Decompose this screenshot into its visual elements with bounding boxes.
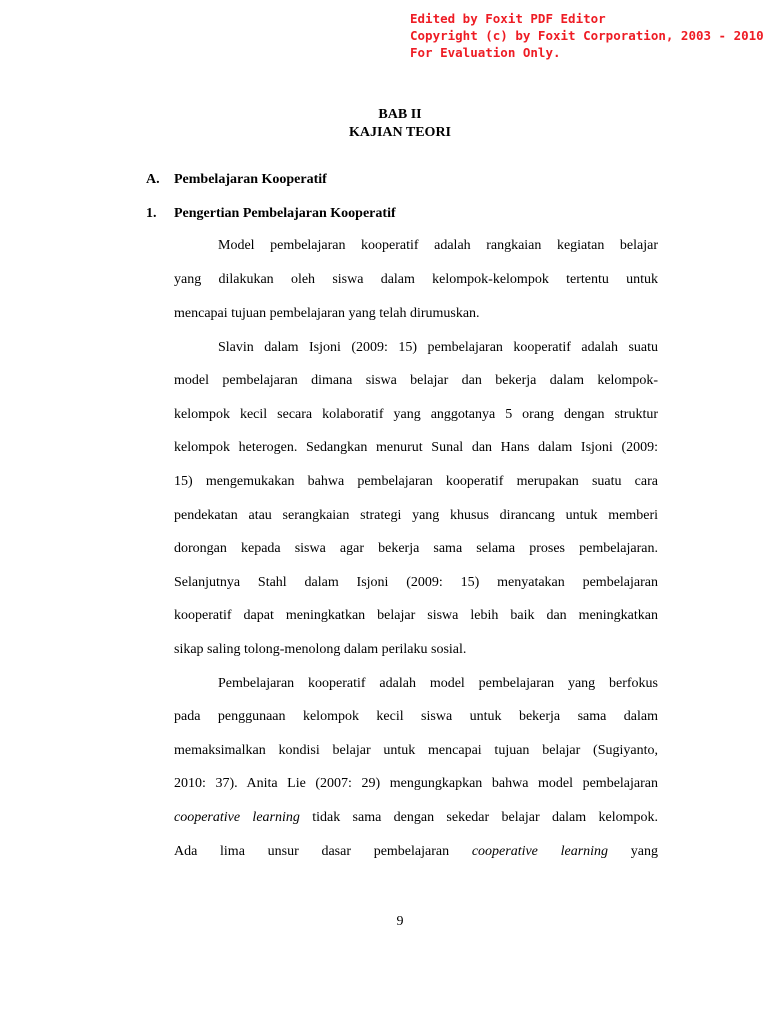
word: Ada: [174, 844, 198, 859]
paragraph-line: [174, 809, 658, 827]
section-1-title: Pengertian Pembelajaran Kooperatif: [174, 206, 396, 221]
foxit-watermark: [410, 10, 764, 61]
word: lima: [220, 844, 245, 859]
paragraph-line: pendekatan atau serangkaian strategi yang khusus dirancang untuk memberi: [174, 508, 658, 523]
word: dasar: [321, 844, 351, 859]
paragraph-line: kelompok heterogen. Sedangkan menurut Sunal dan Hans dalam Isjoni (2009:: [174, 440, 658, 455]
paragraph-line: dorongan kepada siswa agar bekerja sama selama proses pembelajaran.: [174, 541, 658, 556]
section-1-heading: [146, 205, 396, 223]
watermark-line-1: Edited by Foxit PDF Editor: [410, 11, 606, 26]
paragraph-line: Model pembelajaran kooperatif adalah rangkaian kegiatan belajar: [218, 238, 658, 253]
section-a-heading: [146, 171, 327, 189]
paragraph-line: model pembelajaran dimana siswa belajar dan bekerja dalam kelompok-: [174, 373, 658, 388]
line-text: tidak sama dengan sekedar belajar dalam kelompok.: [299, 810, 658, 825]
watermark-line-2: Copyright (c) by Foxit Corporation, 2003 - 2010: [410, 28, 764, 43]
paragraph-line: mencapai tujuan pembelajaran yang telah dirumuskan.: [174, 306, 480, 321]
italic-term: cooperative: [471, 844, 538, 859]
word: yang: [630, 844, 658, 859]
page-number: 9: [396, 914, 404, 929]
section-a-number: A.: [146, 172, 160, 187]
word: unsur: [267, 844, 299, 859]
chapter-label: BAB II: [378, 107, 422, 122]
paragraph-line: pada penggunaan kelompok kecil siswa untuk bekerja sama dalam: [174, 709, 658, 724]
paragraph-line: memaksimalkan kondisi belajar untuk mencapai tujuan belajar (Sugiyanto,: [174, 743, 658, 758]
section-a-title: Pembelajaran Kooperatif: [174, 172, 327, 187]
chapter-title: KAJIAN TEORI: [348, 125, 452, 140]
italic-term: learning: [560, 844, 609, 859]
paragraph-line: yang dilakukan oleh siswa dalam kelompok-kelompok tertentu untuk: [174, 272, 658, 287]
watermark-line-3: For Evaluation Only.: [410, 45, 561, 60]
paragraph-line: Slavin dalam Isjoni (2009: 15) pembelajaran kooperatif adalah suatu: [218, 340, 658, 355]
italic-term: cooperative learning: [174, 810, 300, 825]
paragraph-line: sikap saling tolong-menolong dalam perilaku sosial.: [174, 642, 467, 657]
paragraph-line: 2010: 37). Anita Lie (2007: 29) mengungkapkan bahwa model pembelajaran: [174, 776, 658, 791]
word: pembelajaran: [373, 844, 450, 859]
section-1-number: 1.: [146, 206, 157, 221]
paragraph-line: Selanjutnya Stahl dalam Isjoni (2009: 15) menyatakan pembelajaran: [174, 575, 658, 590]
paragraph-line: kelompok kecil secara kolaboratif yang anggotanya 5 orang dengan struktur: [174, 407, 658, 422]
paragraph-line: kooperatif dapat meningkatkan belajar siswa lebih baik dan meningkatkan: [174, 608, 658, 623]
paragraph-line: [174, 843, 658, 861]
paragraph-line: 15) mengemukakan bahwa pembelajaran kooperatif merupakan suatu cara: [174, 474, 658, 489]
paragraph-line: Pembelajaran kooperatif adalah model pembelajaran yang berfokus: [218, 676, 658, 691]
